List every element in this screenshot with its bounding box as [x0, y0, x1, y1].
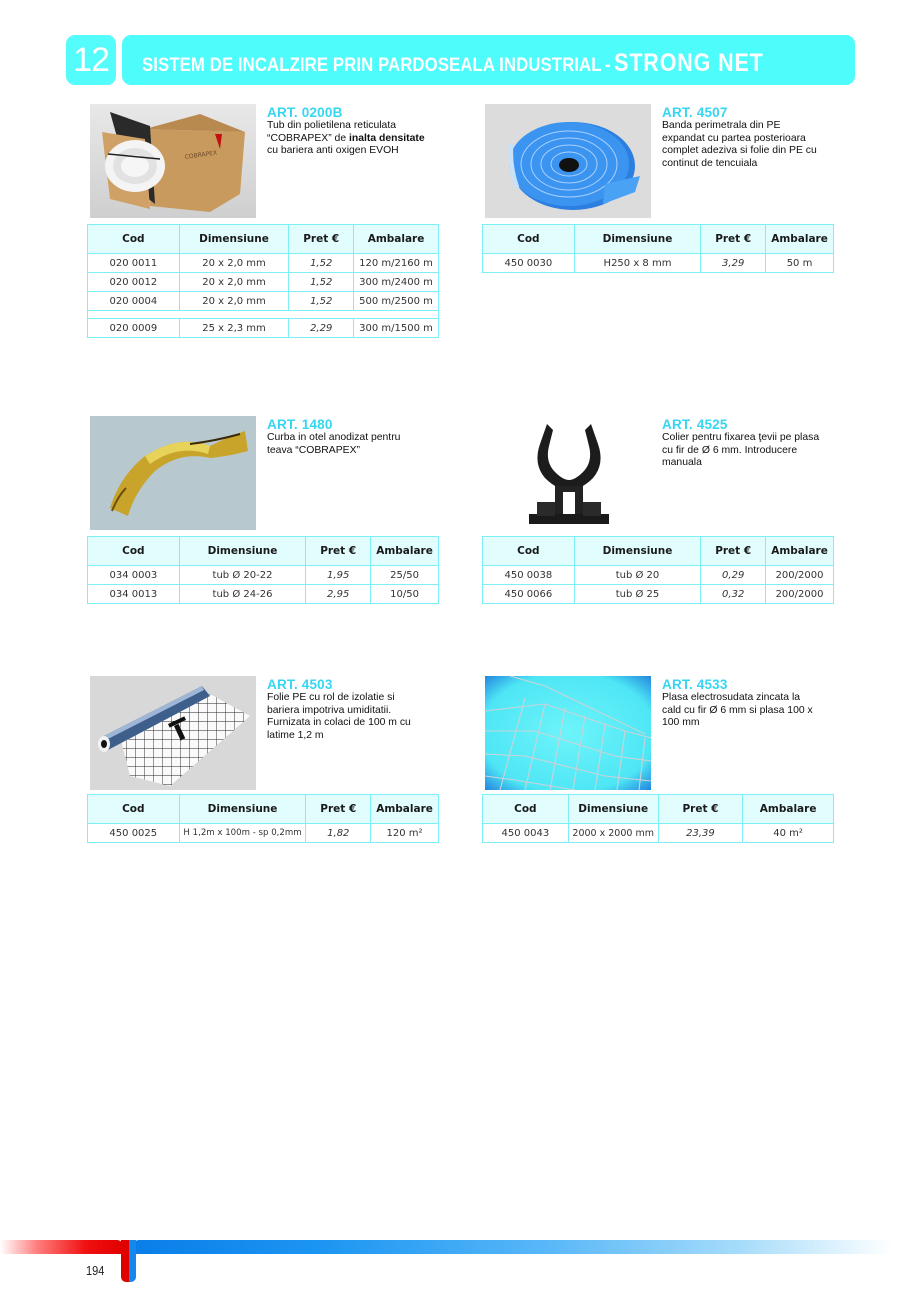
cell-dimensiune: 20 x 2,0 mm: [179, 273, 289, 292]
cell-dimensiune: H250 x 8 mm: [574, 254, 701, 273]
chapter-brand: STRONG NET: [614, 48, 764, 77]
table-spacer-row: [88, 311, 439, 319]
svg-text:COBRAPEX: COBRAPEX: [184, 149, 218, 161]
description-line: manuala: [662, 457, 702, 469]
description-line: 100 mm: [662, 717, 700, 729]
cell-dimensiune: tub Ø 20-22: [179, 566, 306, 585]
footer-red-pipe-drop: [121, 1240, 129, 1282]
article-number: ART. 4507: [662, 105, 728, 120]
article-number: ART. 4533: [662, 677, 728, 692]
cell-cod: 450 0025: [88, 824, 180, 843]
description-line: continut de tencuiala: [662, 157, 758, 169]
product-description: [267, 432, 447, 457]
spacer-cell: [88, 311, 439, 319]
cell-cod: 034 0003: [88, 566, 180, 585]
cell-cod: 034 0013: [88, 585, 180, 604]
cell-cod: 450 0030: [483, 254, 575, 273]
description-line: cu bariera anti oxigen EVOH: [267, 145, 399, 157]
article-number: ART. 0200B: [267, 105, 343, 120]
table-row: [483, 254, 834, 273]
cell-pret: 23,39: [658, 824, 743, 843]
cell-pret: 2,95: [306, 585, 371, 604]
header-ambalare: Ambalare: [766, 537, 834, 566]
product-description: [267, 120, 447, 158]
cell-dimensiune: H 1,2m x 100m - sp 0,2mm: [179, 824, 306, 843]
cell-ambalare: 25/50: [371, 566, 439, 585]
product-info: [662, 106, 842, 170]
header-ambalare: Ambalare: [766, 225, 834, 254]
cell-pret: 1,52: [289, 273, 354, 292]
spec-table: [482, 536, 834, 604]
header-cod: Cod: [88, 795, 180, 824]
header-pret: Pret €: [701, 537, 766, 566]
cell-cod: 020 0012: [88, 273, 180, 292]
cell-ambalare: 50 m: [766, 254, 834, 273]
header-pret: Pret €: [306, 795, 371, 824]
description-line: Colier pentru fixarea ţevii pe plasa: [662, 432, 820, 443]
header-dimensiune: Dimensiune: [574, 537, 701, 566]
cell-cod: 450 0043: [483, 824, 569, 843]
cell-dimensiune: tub Ø 20: [574, 566, 701, 585]
product-info: [267, 418, 447, 457]
header-pret: Pret €: [306, 537, 371, 566]
page-number: 194: [86, 1263, 105, 1278]
cell-dimensiune: 25 x 2,3 mm: [179, 319, 289, 338]
cell-ambalare: 500 m/2500 m: [354, 292, 439, 311]
header-dimensiune: Dimensiune: [179, 795, 306, 824]
description-line: Folie PE cu rol de izolatie si: [267, 692, 395, 703]
cell-ambalare: 40 m²: [743, 824, 834, 843]
cell-pret: 1,95: [306, 566, 371, 585]
table-row: [88, 585, 439, 604]
header-pret: Pret €: [289, 225, 354, 254]
description-line: cald cu fir Ø 6 mm si plasa 100 x: [662, 704, 813, 716]
description-line: Banda perimetrala din PE: [662, 120, 781, 131]
product-info: [267, 678, 447, 742]
cell-ambalare: 300 m/2400 m: [354, 273, 439, 292]
description-text: “COBRAPEX” de: [267, 132, 349, 144]
header-cod: Cod: [483, 795, 569, 824]
cell-cod: 020 0004: [88, 292, 180, 311]
cell-cod: 450 0038: [483, 566, 575, 585]
header-cod: Cod: [483, 537, 575, 566]
footer-red-stripe: [0, 1240, 123, 1254]
cell-pret: 2,29: [289, 319, 354, 338]
article-number: ART. 4503: [267, 677, 333, 692]
header-cod: Cod: [88, 537, 180, 566]
footer-blue-pipe-drop: [129, 1240, 136, 1282]
table-row: [88, 319, 439, 338]
cell-dimensiune: 20 x 2,0 mm: [179, 254, 289, 273]
description-line: [267, 133, 447, 146]
description-line: teava “COBRAPEX”: [267, 444, 360, 456]
cell-dimensiune: 20 x 2,0 mm: [179, 292, 289, 311]
spec-table: [482, 224, 834, 273]
table-header-row: [483, 795, 834, 824]
spec-table: [87, 536, 439, 604]
cell-ambalare: 120 m²: [371, 824, 439, 843]
product-image-pipe-clip: [485, 416, 651, 530]
description-line: cu fir de Ø 6 mm. Introducere: [662, 444, 798, 456]
cell-pret: 0,29: [701, 566, 766, 585]
title-separator: -: [605, 53, 611, 76]
cell-pret: 0,32: [701, 585, 766, 604]
product-description: [267, 692, 447, 742]
product-image-wire-mesh: [485, 676, 651, 790]
header-pret: Pret €: [701, 225, 766, 254]
table-header-row: [88, 795, 439, 824]
header-dimensiune: Dimensiune: [179, 537, 306, 566]
product-description: [662, 692, 842, 730]
product-info: [662, 418, 842, 470]
footer-blue-stripe: [133, 1240, 893, 1254]
product-info: [662, 678, 842, 730]
cell-cod: 020 0009: [88, 319, 180, 338]
product-info: [267, 106, 447, 158]
cell-pret: 1,82: [306, 824, 371, 843]
header-ambalare: Ambalare: [371, 537, 439, 566]
article-number: ART. 1480: [267, 417, 333, 432]
description-line: bariera impotriva umiditatii.: [267, 704, 392, 716]
description-bold-text: inalta densitate: [349, 132, 425, 144]
product-image-perimeter-strip: [485, 104, 651, 218]
product-description: [662, 120, 842, 170]
cell-ambalare: 300 m/1500 m: [354, 319, 439, 338]
cell-pret: 3,29: [701, 254, 766, 273]
spec-table: [87, 794, 439, 843]
product-description: [662, 432, 842, 470]
table-row: [88, 566, 439, 585]
header-pret: Pret €: [658, 795, 743, 824]
header-dimensiune: Dimensiune: [568, 795, 658, 824]
header-ambalare: Ambalare: [743, 795, 834, 824]
header-dimensiune: Dimensiune: [574, 225, 701, 254]
table-row: [483, 585, 834, 604]
description-line: Furnizata in colaci de 100 m cu: [267, 717, 411, 729]
cell-dimensiune: tub Ø 25: [574, 585, 701, 604]
cell-pret: 1,52: [289, 292, 354, 311]
product-image-pe-foil-roll: [90, 676, 256, 790]
header-ambalare: Ambalare: [354, 225, 439, 254]
description-line: Plasa electrosudata zincata la: [662, 692, 801, 703]
chapter-number: 12: [73, 40, 109, 79]
header-cod: Cod: [483, 225, 575, 254]
product-image-pex-pipe-box: [90, 104, 256, 218]
cell-ambalare: 200/2000: [766, 566, 834, 585]
chapter-number-badge: [66, 35, 116, 85]
table-header-row: [88, 225, 439, 254]
table-header-row: [483, 225, 834, 254]
description-line: latime 1,2 m: [267, 729, 324, 741]
table-row: [483, 824, 834, 843]
table-row: [88, 273, 439, 292]
description-line: complet adeziva si folie din PE cu: [662, 145, 817, 157]
cell-ambalare: 10/50: [371, 585, 439, 604]
cell-dimensiune: tub Ø 24-26: [179, 585, 306, 604]
table-row: [88, 824, 439, 843]
cell-cod: 450 0066: [483, 585, 575, 604]
chapter-title: [142, 49, 764, 78]
spec-table: [482, 794, 834, 843]
table-header-row: [88, 537, 439, 566]
article-number: ART. 4525: [662, 417, 728, 432]
table-row: [88, 292, 439, 311]
description-line: Curba in otel anodizat pentru: [267, 432, 401, 443]
header-dimensiune: Dimensiune: [179, 225, 289, 254]
table-row: [88, 254, 439, 273]
chapter-title-bar: [122, 35, 855, 85]
spec-table: [87, 224, 439, 338]
product-image-pipe-bend: [90, 416, 256, 530]
description-line: expandat cu partea posterioara: [662, 132, 806, 144]
description-line: Tub din polietilena reticulata: [267, 120, 396, 131]
cell-dimensiune: 2000 x 2000 mm: [568, 824, 658, 843]
cell-ambalare: 200/2000: [766, 585, 834, 604]
cell-pret: 1,52: [289, 254, 354, 273]
cell-ambalare: 120 m/2160 m: [354, 254, 439, 273]
header-cod: Cod: [88, 225, 180, 254]
chapter-title-text: SISTEM DE INCALZIRE PRIN PARDOSEALA INDUSTRIAL: [142, 53, 602, 76]
table-row: [483, 566, 834, 585]
header-ambalare: Ambalare: [371, 795, 439, 824]
table-header-row: [483, 537, 834, 566]
cell-cod: 020 0011: [88, 254, 180, 273]
